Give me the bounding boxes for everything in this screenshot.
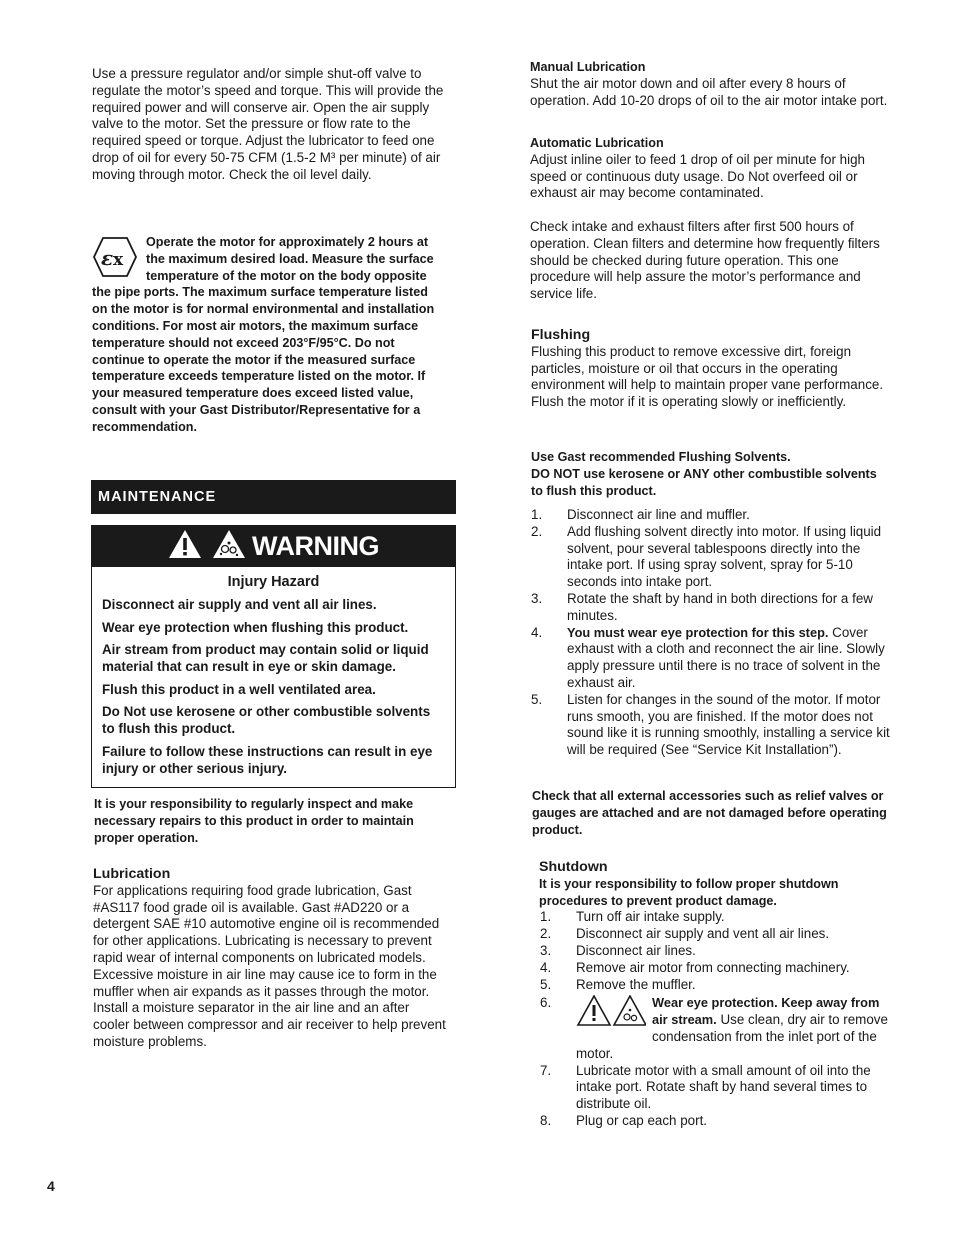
warning-icons: [576, 995, 646, 1032]
list-item: 7. Lubricate motor with a small amount of oil into the intake port. Rotate shaft by hand several times to distribute oil.: [540, 1062, 871, 1112]
automatic-lubrication-section: [530, 135, 890, 202]
list-item: 3. Rotate the shaft by hand in both directions for a few minutes.: [531, 590, 873, 623]
warning-line: Failure to follow these instructions can result in eye injury or other serious injury.: [102, 743, 433, 776]
exclamation-triangle-icon: [578, 996, 610, 1025]
flying-debris-icon: [212, 529, 246, 564]
list-item: 4. You must wear eye protection for this step. Cover exhaust with a cloth and reconnect the air line. Slowly apply pressure until there is no trace of solvent in the exhaust air.: [531, 624, 885, 690]
ex-icon: [92, 234, 138, 280]
warning-line: Wear eye protection when flushing this product.: [102, 619, 409, 635]
flushing-heading: Flushing: [531, 327, 591, 343]
flushing-steps: [530, 507, 890, 759]
flying-debris-icon: [614, 996, 646, 1025]
automatic-lubrication-text: Adjust inline oiler to feed 1 drop of oil per minute for high speed or continuous duty usage. Do Not overfeed oil or exhaust air may become contaminated.: [530, 151, 865, 201]
intro-paragraph: Use a pressure regulator and/or simple shut-off valve to regulate the motor’s speed and torque. This will provide the required power and will conserve air. Open the air supply valve to the motor. Set the pressure or flow rate to the required speed or torque. Adjust the lubricator to feed one drop of oil for every 50-75 CFM (1.5-2 M³ per minute) of air moving through motor. Check the oil level daily.: [92, 66, 444, 182]
warning-line: Flush this product in a well ventilated area.: [102, 681, 376, 697]
list-item: 8. Plug or cap each port.: [540, 1112, 708, 1128]
list-item: 5. Listen for changes in the sound of the motor. If motor runs smooth, you are finished. If the motor does not sound like it is running smoothly, installing a service kit will be required (See “Service Kit Installation”).: [531, 691, 890, 758]
flushing-section: [531, 327, 891, 411]
lubrication-section: [93, 866, 449, 1051]
flushing-text: Flushing this product to remove excessive dirt, foreign particles, moisture or oil that occurs in the operating environment will help to maintain proper vane performance. Flush the motor if it is operating slowly or inefficiently.: [531, 343, 884, 410]
list-item: 5. Remove the muffler.: [540, 976, 696, 992]
page-number: 4: [47, 1178, 55, 1194]
list-item: 4. Remove air motor from connecting machinery.: [540, 959, 850, 975]
shutdown-section: [539, 859, 891, 1130]
automatic-lubrication-heading: Automatic Lubrication: [530, 136, 664, 150]
list-item: 1. Turn off air intake supply.: [540, 909, 725, 925]
warning-title: WARNING: [252, 531, 379, 561]
filters-paragraph: Check intake and exhaust filters after first 500 hours of operation. Clean filters and determine how frequently filters should be checked during future operation. This one procedure will help assure the motor’s performance and service life.: [530, 219, 880, 302]
atex-notice: [92, 234, 444, 436]
maintenance-heading: MAINTENANCE: [91, 480, 456, 514]
warning-line: Air stream from product may contain solid or liquid material that can result in eye or skin damage.: [102, 642, 429, 674]
atex-text: Operate the motor for approximately 2 hours at the maximum desired load. Measure the surface temperature of the motor on the body opposite the pipe ports. The maximum surface temperature listed on the motor is for normal environmental and installation conditions. For most air motors, the maximum surface temperature should not exceed 203°F/95°C. Do not continue to operate the motor if the measured surface temperature exceeds temperature listed on the motor. If your measured temperature does exceed listed value, consult with your Gast Distributor/Representative for a recommendation.: [92, 235, 435, 434]
lubrication-text: For applications requiring food grade lubrication, Gast #AS117 food grade oil is available. Gast #AD220 or a detergent SAE #10 automotive engine oil is recommended for other applications. Lubricating is necessary to prevent rapid wear of internal components on lubricated models. Excessive moisture in air line may cause ice to form in the muffler when air expands as it passes through the motor. Install a moisture separator in the air line and an after cooler between compressor and air receiver to help prevent moisture problems.: [93, 882, 446, 1049]
svg-text:x: x: [113, 250, 124, 270]
responsibility-note: It is your responsibility to regularly inspect and make necessary repairs to this product in order to maintain proper operation.: [94, 797, 414, 845]
svg-text:ε: ε: [101, 246, 114, 270]
exclamation-triangle-icon: [168, 529, 202, 564]
warning-banner: [92, 526, 455, 567]
shutdown-heading: Shutdown: [539, 859, 608, 875]
shutdown-note: It is your responsibility to follow proper shutdown procedures to prevent product damage.: [539, 876, 839, 908]
list-item: 2. Add flushing solvent directly into motor. If using liquid solvent, pour several tablespoons directly into the intake port. If using spray solvent, spray for 5-10 seconds into intake port.: [531, 523, 882, 590]
manual-lubrication-text: Shut the air motor down and oil after every 8 hours of operation. Add 10-20 drops of oil to the air motor intake port.: [530, 75, 888, 108]
manual-lubrication-heading: Manual Lubrication: [530, 60, 646, 74]
warning-line: Do Not use kerosene or other combustible solvents to flush this product.: [102, 704, 431, 736]
warning-line: Disconnect air supply and vent all air lines.: [102, 597, 377, 612]
solvent-note: Use Gast recommended Flushing Solvents. DO NOT use kerosene or ANY other combustible solvents to flush this product.: [531, 450, 877, 498]
list-item: 3. Disconnect air lines.: [540, 942, 696, 958]
warning-subtitle: Injury Hazard: [227, 574, 320, 590]
list-item: 1. Disconnect air line and muffler.: [531, 507, 750, 522]
warning-body: [92, 567, 455, 777]
lubrication-heading: Lubrication: [93, 866, 171, 882]
list-item: 2. Disconnect air supply and vent all air lines.: [540, 926, 830, 942]
warning-box: [91, 525, 456, 788]
list-item: 6. Wear eye protection. Keep away from air stream. Use clean, dry air to remove condensation from the inlet port of the motor.: [540, 995, 888, 1061]
manual-lubrication-section: [530, 59, 890, 109]
accessories-note: Check that all external accessories such as relief valves or gauges are attached and are not damaged before operating product.: [532, 789, 887, 837]
